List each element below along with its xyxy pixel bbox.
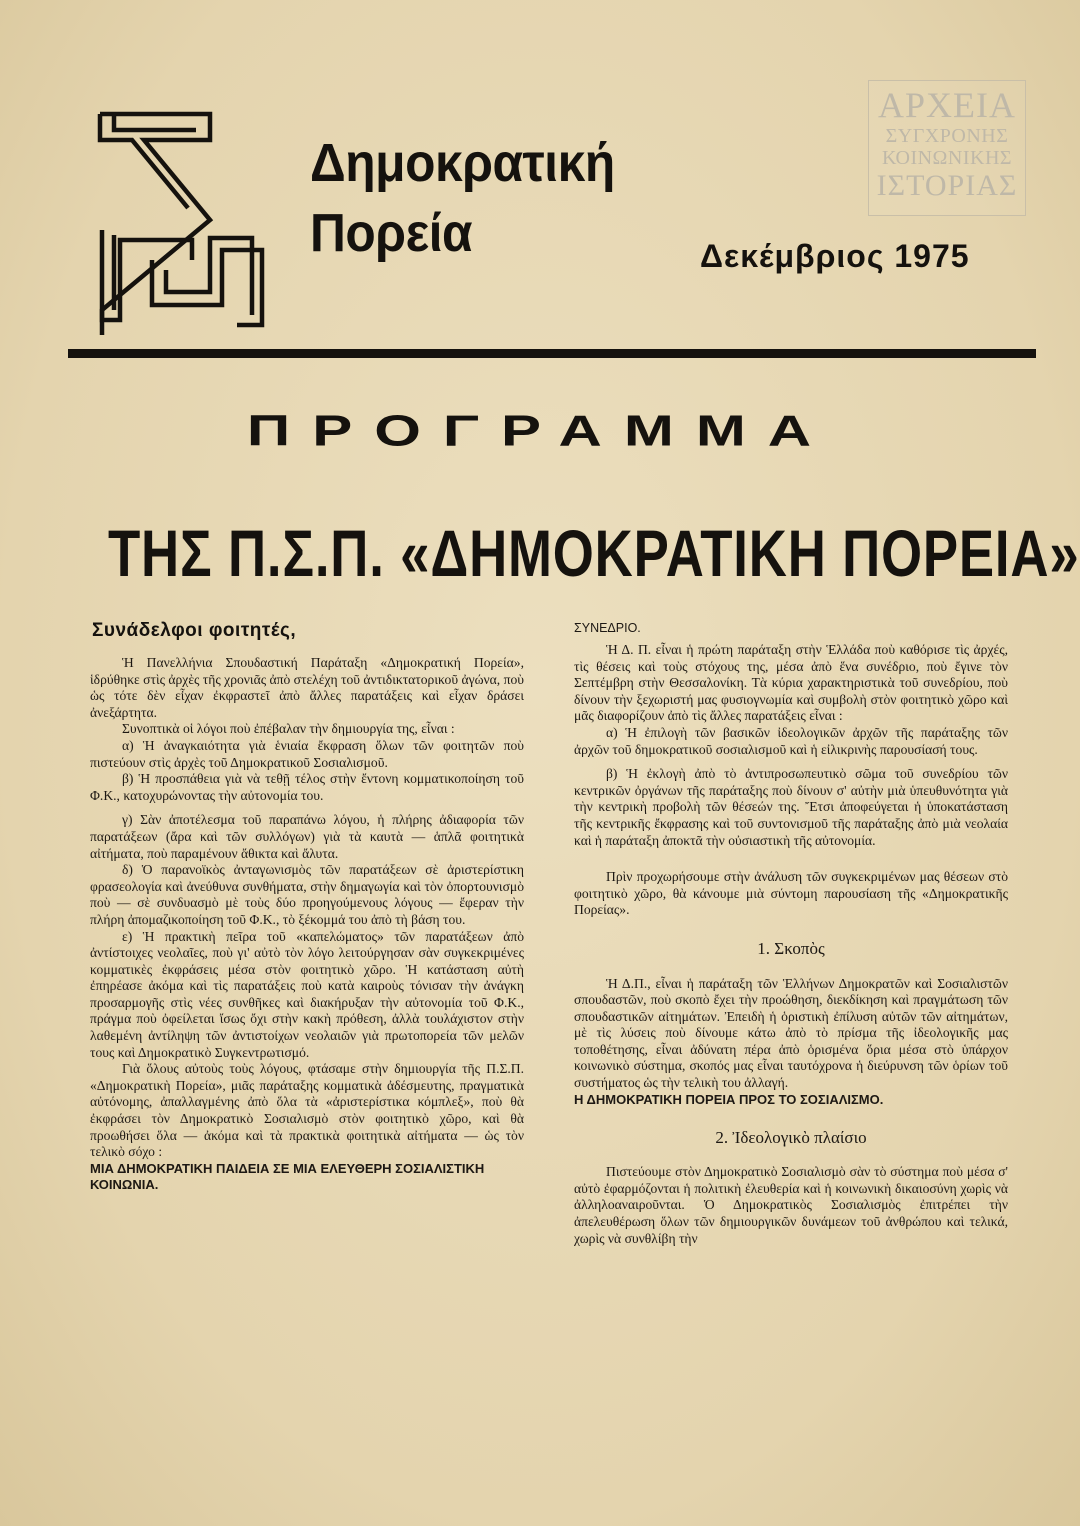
section-slogan: Η ΔΗΜΟΚΡΑΤΙΚΗ ΠΟΡΕΙΑ ΠΡΟΣ ΤΟ ΣΟΣΙΑΛΙΣΜΟ. (574, 1091, 884, 1107)
brand-line2: Πορεία (310, 203, 473, 263)
right-column (574, 620, 1008, 1247)
stamp-line4: ΙΣΤΟΡΙΑΣ (876, 169, 1018, 202)
paragraph: Πιστεύουμε στὸν Δημοκρατικὸ Σοσιαλισμὸ σὰν τὸ σύστημα ποὺ μέσα σ' αὐτὸ ἐφαρμόζονται ἡ πολιτικὴ ἐλευθερία καὶ ἡ κοινωνικὴ δικαιοσύνη χωρὶς νὰ ἀλληλοαναιροῦνται. Ὁ Δημοκρατικὸς Σοσιαλισμὸς ἐπιτρέπει τὴν ἀπελευθέρωση ὅλων τῶν δημιουργικῶν δυνάμεων τοῦ ἀνθρώπου καὶ τελικά, χωρὶς νὰ συνθλίβη τὴν (574, 1164, 1008, 1246)
paragraph: ε) Ἡ πρακτικὴ πεῖρα τοῦ «καπελώματος» τῶν παρατάξεων ἀπὸ ἀντίστοιχες νεολαῖες, ποὺ γι' αὐτὸ τὸν λόγο λειτούργησαν σὰν συγκεκριμένες κομματικὲς ἐκφράσεις μέσα στὸν φοιτητικὸ χῶρο. Ἡ κατάσταση αὐτὴ ἐπηρέασε ἀκόμα καὶ τὶς παρατάξεις ποὺ κατὰ καιροὺς τόνισαν τὴν ἀνάγκη προσαρμογῆς στὶς νέες συνθῆκες καὶ διακήρυξαν τὴν αὐτονομία τοῦ Φ.Κ., πράγμα ποὺ ὀφείλεται ἴσως ὄχι στὴν κακὴ πρόθεση, ἀλλὰ τουλάχιστον στὴν λαθεμένη ἀντίληψη τῶν ἀντιστοίχων νεολαιῶν γιὰ πρωτοπορεία τῶν μελῶν τους καὶ Δημοκρατικὸ Συγκεντρωτισμό. (90, 928, 524, 1060)
left-column (90, 655, 524, 1193)
stamp-line1: ΑΡΧΕΙΑ (878, 85, 1016, 125)
section-heading-ideology: 2. Ἰδεολογικὸ πλαίσιο (715, 1127, 867, 1147)
paragraph: α) Ἡ ἀναγκαιότητα γιὰ ἑνιαία ἔκφραση ὅλων τῶν φοιτητῶν ποὺ πιστεύουν στὶς ἀρχὲς τοῦ Δημοκρατικοῦ Σοσιαλισμοῦ. (90, 737, 524, 770)
paragraph: Ἡ Πανελλήνια Σπουδαστική Παράταξη «Δημοκρατική Πορεία», ἱδρύθηκε στὶς ἀρχὲς τῆς χρονιᾶς ἀπὸ στελέχη τοῦ ἀντιδικτατορικοῦ ἀγώνα, ποὺ ὡς τότε δὲν εἶχαν ἐκφραστεῖ ἀπὸ ἄλλες παρατάξεις καὶ εἶχαν δράσει ἀνεξάρτητα. (90, 655, 524, 720)
paragraph: δ) Ὁ παρανοϊκὸς ἀνταγωνισμὸς τῶν παρατάξεων σὲ ἀριστερίστικη φρασεολογία καὶ ἀνεύθυνα συνθήματα, στὴν δημαγωγία καὶ τὸν ὀπορτουνισμὸ ποὺ — σὲ συνδυασμὸ μὲ τοὺς δύο προηγούμενους λόγους — ἔφεραν τὴν πλήρη ἀπομαζικοποίηση τοῦ Φ.Κ., τὸ ξέκομμά του ἀπὸ τὴ βάση του. (90, 862, 524, 927)
header-rule (68, 349, 1036, 358)
paragraph: Συνοπτικὰ οἱ λόγοι ποὺ ἐπέβαλαν τὴν δημιουργία της, εἶναι : (122, 721, 455, 737)
paragraph: β) Ἡ ἐκλογὴ ἀπὸ τὸ ἀντιπροσωπευτικὸ σῶμα τοῦ συνεδρίου τῶν κεντρικῶν ὀργάνων τῆς παράταξης ποὺ δίνουν σ' αὐτὴν μιὰ ὑπευθυνότητα γιὰ τὴν κεντρικὴ προβολὴ τῶν θέσεών της. Ἔτσι ἀποφεύγεται ἡ ὑποκατάσταση τῆς κεντρικῆς ἔκφρασης καὶ τοῦ συντονισμοῦ τῆς παράταξης ἀπὸ μιὰ νεολαία καὶ ἡ παράταξη ἀποκτᾶ τὴν οὐσιαστικὴ τῆς αὐτονομία. (574, 766, 1008, 848)
paragraph: β) Ἡ προσπάθεια γιὰ νὰ τεθῇ τέλος στὴν ἔντονη κομματικοποίηση τοῦ Φ.Κ., κατοχυρώνοντας τὴν αὐτονομία του. (90, 771, 524, 803)
brand-wordmark (310, 128, 615, 268)
greeting: Συνάδελφοι φοιτητές, (92, 620, 297, 641)
slogan: ΜΙΑ ΔΗΜΟΚΡΑΤΙΚΗ ΠΑΙΔΕΙΑ ΣΕ ΜΙΑ ΕΛΕΥΘΕΡΗ ΣΟΣΙΑΛΙΣΤΙΚΗ ΚΟΙΝΩΝΙΑ. (90, 1160, 485, 1192)
brand-line1: Δημοκρατική (310, 133, 615, 193)
paragraph: Πρὶν προχωρήσουμε στὴν ἀνάλυση τῶν συγκεκριμένων μας θέσεων στὸ φοιτητικὸ χῶρο, θὰ κάνουμε μιὰ σύντομη παρουσίαση τῆς «Δημοκρατικῆς Πορείας». (574, 869, 1008, 918)
section-kicker: ΣΥΝΕΔΡΙΟ. (574, 621, 641, 635)
paragraph: Ἡ Δ.Π., εἶναι ἡ παράταξη τῶν Ἑλλήνων Δημοκρατῶν καὶ Σοσιαλιστῶν σπουδαστῶν, ποὺ σκοπὸ ἔχει τὴν προώθηση, διεκδίκηση καὶ πραγμάτωση τῶν σπουδαστικῶν αἰτημάτων. Ἐπειδὴ ἡ ὁριστικὴ ἐπίλυση αὐτῶν τῶν αἰτημάτων, μὲ τὶς λύσεις ποὺ δίνουμε κάτω ἀπὸ τὸ πρίσμα τῆς ἰδεολογικῆς μας τοποθέτησης, εἶναι ἀδύνατη πέρα ἀπὸ ὁρισμένα ὅρια μέσα στὸ ὑπάρχον κοινωνικὸ σύστημα, σκοπός μας εἶναι ταυτόχρονα ἡ διεύρυνση τῶν ὁρίων τοῦ συστήματος ὡς τὴν τελικὴ του ἀλλαγή. (574, 975, 1008, 1091)
stamp-line3: ΚΟΙΝΩΝΙΚΗΣ (881, 147, 1013, 169)
section-heading-purpose: 1. Σκοπὸς (757, 938, 825, 958)
document-title: ΠΡΟΓΡΑΜΜΑ (246, 406, 834, 455)
paragraph: γ) Σὰν ἀποτέλεσμα τοῦ παραπάνω λόγου, ἡ πλήρης ἀδιαφορία τῶν παρατάξεων (ἄρα καὶ τῶν συλλόγων) γιὰ τὰ καυτὰ — ἁπλᾶ φοιτητικὰ αἰτήματα, ποὺ παραμένουν ἄθικτα καὶ ἄλυτα. (90, 812, 524, 861)
paragraph: α) Ἡ ἐπιλογὴ τῶν βασικῶν ἰδεολογικῶν ἀρχῶν τῆς παράταξης τῶν ἀρχῶν τοῦ δημοκρατικοῦ σοσιαλισμοῦ καὶ ἡ εἰλικρινὴς παρουσίασή τους. (574, 724, 1008, 757)
issue-date: Δεκέμβριος 1975 (700, 238, 970, 274)
stamp-line2: ΣΥΓΧΡΟΝΗΣ (885, 125, 1009, 147)
paragraph: Γιὰ ὅλους αὐτοὺς τοὺς λόγους, φτάσαμε στὴν δημιουργία τῆς Π.Σ.Π. «Δημοκρατικὴ Πορεία», μιᾶς παράταξης κομματικὰ ἀδέσμευτης, πραγματικὰ αὐτόνομης, ἀπαλλαγμένης ἀπὸ ὅλα τὰ «ἀριστερίστικα κόμπλεξ», ποὺ θὰ ἐκφράσει τὸν Δημοκρατικὸ Σοσιαλισμὸ στὸν φοιτητικὸ χῶρο, καὶ θὰ προωθήσει ὅλα — ἀκόμα καὶ τὰ πρακτικὰ φοιτητικὰ αἰτήματα — ὡς τὸν τελικὸ σόχο : (90, 1061, 524, 1160)
dp-logo-icon (92, 110, 270, 335)
paragraph: Ἡ Δ. Π. εἶναι ἡ πρώτη παράταξη στὴν Ἑλλάδα ποὺ καθόρισε τὶς ἀρχές, τὶς θέσεις καὶ τοὺς στόχους της, μέσα ἀπὸ ἕνα συνέδριο, ποὺ ἔγινε τὸν Σεπτέμβρη στὴν Θεσσαλονίκη. Τὰ κύρια χαρακτηριστικὰ τοῦ συνεδρίου, ποὺ δίνουν τὴν ξεχωριστή μας φυσιογνωμία καὶ συμβολὴ στὸν φοιτητικὸ χῶρο καὶ μᾶς διαφορίζουν ἀπὸ τὶς ἄλλες παρατάξεις εἶναι : (574, 642, 1008, 724)
document-subtitle: ΤΗΣ Π.Σ.Π. «ΔΗΜΟΚΡΑΤΙΚΗ ΠΟΡΕΙΑ» (108, 516, 1080, 590)
archive-stamp (868, 80, 1026, 216)
